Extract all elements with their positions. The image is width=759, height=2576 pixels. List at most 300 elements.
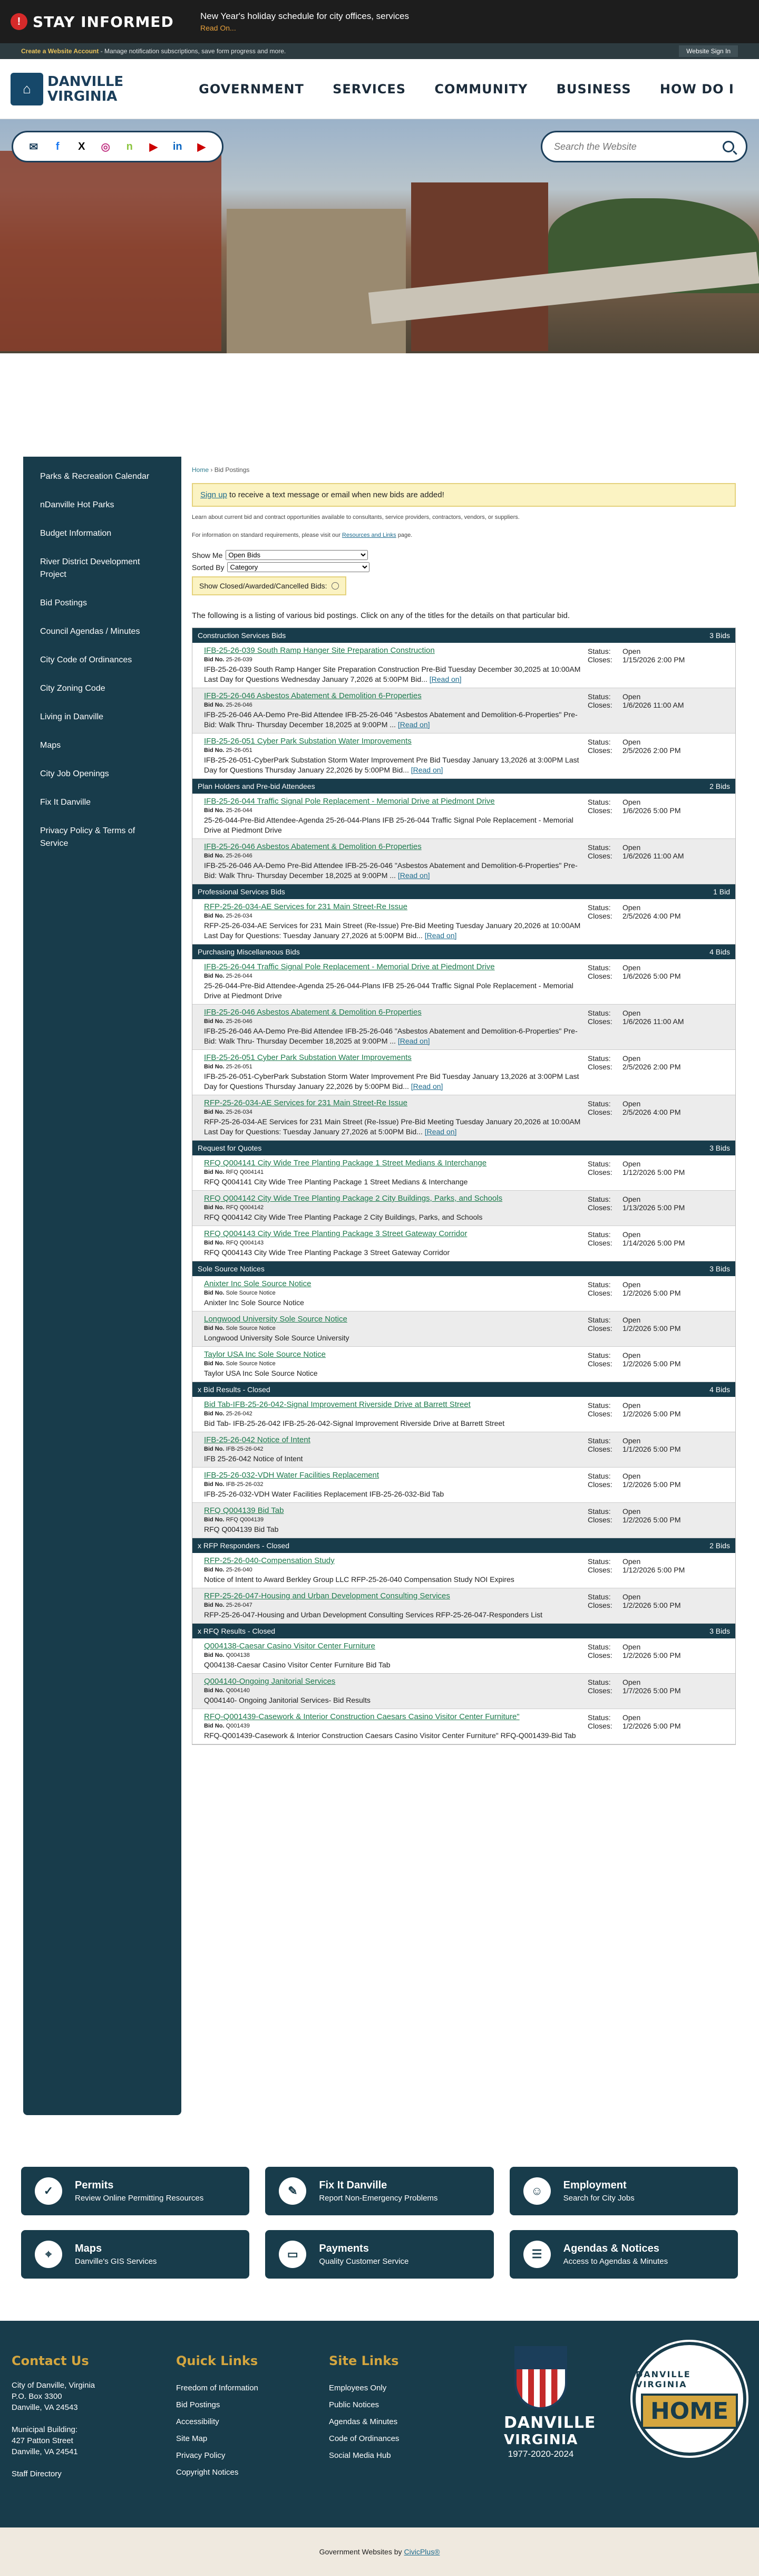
sidebar-item-fix-it[interactable]: Fix It Danville (40, 798, 91, 807)
bid-title-link[interactable]: IFB-25-26-044 Traffic Signal Pole Replacement - Memorial Drive at Piedmont Drive (204, 797, 495, 806)
quick-link-agendas-notices[interactable] (510, 2230, 738, 2279)
resources-link[interactable]: Resources and Links (342, 532, 396, 538)
bid-title-link[interactable]: RFQ Q004141 City Wide Tree Planting Package 1 Street Medians & Interchange (204, 1159, 487, 1168)
bid-closes: Closes: 1/2/2026 5:00 PM (588, 1516, 681, 1524)
quick-link-permits[interactable] (21, 2167, 249, 2215)
quick-link-fix-it-danville[interactable] (265, 2167, 493, 2215)
footer-link-code[interactable]: Code of Ordinances (329, 2434, 400, 2443)
bid-description: RFQ-Q001439-Casework & Interior Construction Caesars Casino Visitor Center Furniture" RFQ-Q001439-Bid Tab (204, 1731, 576, 1740)
logo-line2: VIRGINIA (47, 88, 118, 104)
bid-number: Bid No. IFB-25-26-032 (204, 1481, 264, 1488)
show-closed-label: Show Closed/Awarded/Cancelled Bids: (199, 582, 327, 590)
bid-item (192, 1347, 735, 1382)
bid-item (192, 734, 735, 779)
bid-description: RFQ Q004141 City Wide Tree Planting Package 1 Street Medians & Interchange (204, 1178, 468, 1186)
footer-link-bid-postings[interactable]: Bid Postings (176, 2400, 220, 2409)
bid-closes: Closes: 1/6/2026 5:00 PM (588, 972, 681, 980)
bid-closes: Closes: 1/7/2026 5:00 PM (588, 1686, 681, 1695)
bid-description: RFP-25-26-034-AE Services for 231 Main Street (Re-Issue) Pre-Bid Meeting Tuesday January 20,2026 at 10:00AM Last Day for Questions: Tuesday January 27,2026 at 5:00PM Bid... [Read on] (204, 921, 581, 940)
bid-item (192, 1397, 735, 1432)
quick-link-payments[interactable] (265, 2230, 493, 2279)
bid-item (192, 1432, 735, 1468)
sidebar-item-living[interactable]: Living in Danville (40, 712, 104, 721)
quick-link-maps[interactable] (21, 2230, 249, 2279)
breadcrumb-current: Bid Postings (214, 466, 250, 474)
bid-description: 25-26-044-Pre-Bid Attendee-Agenda 25-26-044-Plans IFB 25-26-044 Traffic Signal Pole Replacement - Memorial Drive at Piedmont Drive (204, 816, 573, 834)
bid-closes: Closes: 1/2/2026 5:00 PM (588, 1722, 681, 1730)
bid-description: IFB-25-26-046 AA-Demo Pre-Bid Attendee IFB-25-26-046 "Asbestos Abatement and Demolition-6-Properties" Pre-Bid: Walk Thru- Thursday December 18,2025 at 9:00PM ... [Read on] (204, 861, 578, 880)
quick-link-subtitle: Danville's GIS Services (75, 2257, 157, 2266)
read-on-link[interactable]: [Read on] (424, 931, 457, 940)
bid-status: Status: Open (588, 903, 641, 912)
social-bar (12, 131, 223, 162)
bid-number: Bid No. 25-26-046 (204, 853, 252, 859)
quick-links-grid (0, 2167, 759, 2279)
quick-link-title: Payments (319, 2243, 369, 2254)
nextdoor-icon[interactable]: n (126, 140, 133, 152)
category-header (192, 944, 735, 959)
quick-link-title: Fix It Danville (319, 2179, 387, 2191)
bid-number: Bid No. IFB-25-26-042 (204, 1446, 264, 1452)
bid-title-link[interactable]: IFB-25-26-039 South Ramp Hanger Site Preparation Construction (204, 646, 435, 655)
category-count: 4 Bids (709, 1385, 730, 1394)
category-count: 1 Bid (713, 887, 730, 896)
bid-description: IFB-25-26-051-CyberPark Substation Storm Water Improvement Pre Bid Tuesday January 13,2026 at 3:00PM Last Day for Questions Thursday January 22,2026 by 5:00PM Bid... [Read on] (204, 756, 579, 774)
bid-number: Bid No. 25-26-046 (204, 702, 252, 708)
bid-closes: Closes: 1/15/2026 2:00 PM (588, 655, 685, 664)
quick-link-subtitle: Report Non-Emergency Problems (319, 2194, 438, 2203)
bid-number: Bid No. RFQ Q004141 (204, 1169, 264, 1175)
bid-description: Bid Tab- IFB-25-26-042 IFB-25-26-042-Signal Improvement Riverside Drive at Barrett Street (204, 1419, 505, 1427)
seal2-home: HOME (641, 2394, 738, 2429)
bid-status: Status: Open (588, 647, 641, 655)
bid-item (192, 1588, 735, 1624)
bid-number: Bid No. 25-26-034 (204, 1109, 252, 1115)
facebook-icon[interactable]: f (55, 140, 60, 152)
bid-number: Bid No. RFQ Q004139 (204, 1517, 264, 1523)
bid-status: Status: Open (588, 1280, 641, 1289)
breadcrumb (192, 466, 736, 474)
show-closed-checkbox[interactable] (332, 582, 339, 590)
sidebar-item-maps[interactable]: Maps (40, 741, 61, 750)
bid-status: Status: Open (588, 1557, 641, 1566)
bid-description: IFB-25-26-032-VDH Water Facilities Replacement IFB-25-26-032-Bid Tab (204, 1490, 444, 1498)
bid-item (192, 1005, 735, 1050)
bid-number: Bid No. 25-26-047 (204, 1602, 252, 1608)
alert-banner (0, 0, 759, 43)
civicplus-link[interactable]: CivicPlus® (404, 2548, 440, 2556)
sorted-by-select[interactable] (227, 562, 369, 572)
bid-item (192, 1155, 735, 1191)
bid-status: Status: Open (588, 1099, 641, 1108)
bid-status: Status: Open (588, 1678, 641, 1686)
bid-number: Bid No. 25-26-040 (204, 1567, 252, 1573)
footer-contact-line: City of Danville, Virginia (12, 2381, 95, 2390)
bid-description: IFB-25-26-046 AA-Demo Pre-Bid Attendee IFB-25-26-046 "Asbestos Abatement and Demolition-6-Properties" Pre-Bid: Walk Thru- Thursday December 18,2025 at 9:00PM ... [Read on] (204, 710, 578, 729)
bid-description: RFQ Q004142 City Wide Tree Planting Package 2 City Buildings, Parks, and Schools (204, 1213, 483, 1221)
hero-building (411, 182, 548, 351)
bid-title-link[interactable]: RFP-25-26-034-AE Services for 231 Main Street-Re Issue (204, 1098, 407, 1107)
bid-item (192, 1311, 735, 1347)
category-count: 3 Bids (709, 1265, 730, 1273)
bid-closes: Closes: 1/2/2026 5:00 PM (588, 1651, 681, 1660)
sidebar-item-privacy[interactable]: Privacy Policy & Terms of Service (40, 826, 135, 848)
sorted-by-label: Sorted By (192, 563, 225, 572)
bid-item (192, 1553, 735, 1588)
sidebar (23, 457, 181, 2115)
intro-text: The following is a listing of various bid postings. Click on any of the titles for the details on that particular bid. (192, 611, 570, 620)
bid-closes: Closes: 1/12/2026 5:00 PM (588, 1168, 685, 1176)
bid-title-link[interactable]: Q004140-Ongoing Janitorial Services (204, 1677, 336, 1686)
bid-status: Status: Open (588, 738, 641, 746)
create-account-link[interactable]: Create a Website Account (21, 47, 99, 55)
bid-title-link[interactable]: IFB-25-26-042 Notice of Intent (204, 1435, 310, 1444)
category-header (192, 1141, 735, 1155)
quick-link-subtitle: Review Online Permitting Resources (75, 2194, 204, 2203)
shield-icon (514, 2346, 567, 2409)
bid-description: IFB-25-26-039 South Ramp Hanger Site Preparation Construction Pre-Bid Tuesday December 30,2025 at 10:00AM Last Day for Questions Wednesday January 7,2026 at 5:00PM Bid... [Read on] (204, 665, 581, 683)
bid-number: Bid No. Sole Source Notice (204, 1290, 276, 1296)
quick-link-icon: ✓ (35, 2177, 62, 2205)
nav-government[interactable]: GOVERNMENT (199, 81, 304, 97)
bid-status: Status: Open (588, 1472, 641, 1480)
bid-closes: Closes: 1/1/2026 5:00 PM (588, 1445, 681, 1453)
nav-how-do-i[interactable]: HOW DO I (659, 81, 734, 97)
bid-closes: Closes: 1/6/2026 11:00 AM (588, 701, 684, 709)
bid-status: Status: Open (588, 843, 641, 852)
bid-status: Status: Open (588, 1593, 641, 1601)
bid-item (192, 643, 735, 688)
bid-item (192, 794, 735, 839)
sidebar-item-river-district[interactable]: River District Development Project (40, 557, 140, 579)
read-on-link[interactable]: [Read on] (397, 720, 430, 729)
category-count: 3 Bids (709, 631, 730, 640)
category-name: Plan Holders and Pre-bid Attendees (198, 782, 315, 790)
alert-read-on-link[interactable]: Read On... (200, 24, 236, 32)
bid-item (192, 1050, 735, 1095)
bid-number: Bid No. 25-26-046 (204, 1018, 252, 1025)
sidebar-item-budget[interactable]: Budget Information (40, 529, 112, 538)
bid-item (192, 1095, 735, 1141)
bid-status: Status: Open (588, 1160, 641, 1168)
sign-in-button[interactable]: Website Sign In (679, 45, 738, 57)
bid-closes: Closes: 1/6/2026 5:00 PM (588, 806, 681, 815)
bid-description: Q004138-Caesar Casino Visitor Center Furniture Bid Tab (204, 1661, 391, 1669)
signup-notice (192, 483, 736, 507)
hero-building (227, 209, 406, 353)
signup-link[interactable]: Sign up (200, 490, 227, 499)
bid-closes: Closes: 1/13/2026 5:00 PM (588, 1203, 685, 1212)
category-count: 2 Bids (709, 1541, 730, 1550)
bid-description: RFQ Q004139 Bid Tab (204, 1525, 279, 1533)
bid-closes: Closes: 1/14/2026 5:00 PM (588, 1239, 685, 1247)
quick-link-title: Employment (563, 2179, 627, 2191)
hero-image (0, 119, 759, 353)
bid-closes: Closes: 2/5/2026 4:00 PM (588, 1108, 681, 1116)
alert-message: New Year's holiday schedule for city offices, services (200, 11, 410, 21)
all-america-city-seal (504, 2346, 596, 2459)
read-on-link[interactable]: [Read on] (397, 1037, 430, 1045)
bid-status: Status: Open (588, 1054, 641, 1063)
bid-description: IFB 25-26-042 Notice of Intent (204, 1454, 303, 1463)
bid-status: Status: Open (588, 692, 641, 701)
bid-title-link[interactable]: Anixter Inc Sole Source Notice (204, 1279, 312, 1288)
footer-muni-line: Danville, VA 24541 (12, 2447, 78, 2456)
filters (192, 550, 736, 595)
bid-number: Bid No. 25-26-044 (204, 807, 252, 814)
bid-status: Status: Open (588, 1401, 641, 1410)
category-name: Construction Services Bids (198, 631, 286, 640)
quick-link-icon: ☰ (523, 2241, 551, 2268)
bid-item (192, 1638, 735, 1674)
bid-closes: Closes: 1/2/2026 5:00 PM (588, 1324, 681, 1333)
bid-description: IFB-25-26-046 AA-Demo Pre-Bid Attendee IFB-25-26-046 "Asbestos Abatement and Demolition-6-Properties" Pre-Bid: Walk Thru- Thursday December 18,2025 at 9:00PM ... [Read on] (204, 1027, 578, 1045)
category-name: Purchasing Miscellaneous Bids (198, 948, 300, 956)
sidebar-item-parks-calendar[interactable]: Parks & Recreation Calendar (40, 472, 150, 481)
hero-building (0, 151, 221, 351)
bid-closes: Closes: 1/2/2026 5:00 PM (588, 1359, 681, 1368)
footer-link-copyright[interactable]: Copyright Notices (176, 2468, 239, 2477)
read-on-link[interactable]: [Read on] (424, 1127, 457, 1136)
bid-closes: Closes: 1/6/2026 11:00 AM (588, 1017, 684, 1026)
bid-status: Status: Open (588, 1351, 641, 1359)
footer-link-site-map[interactable]: Site Map (176, 2434, 208, 2443)
sidebar-item-zoning-code[interactable]: City Zoning Code (40, 684, 105, 693)
seal-years: 1977-2020-2024 (508, 2449, 574, 2459)
quick-link-subtitle: Quality Customer Service (319, 2257, 409, 2266)
bid-title-link[interactable]: IFB-25-26-032-VDH Water Facilities Replacement (204, 1471, 380, 1480)
bid-title-link[interactable]: RFQ-Q001439-Casework & Interior Construction Caesars Casino Visitor Center Furniture" (204, 1712, 520, 1721)
bid-number: Bid No. 25-26-044 (204, 973, 252, 979)
alert-icon: ! (11, 13, 27, 30)
bid-number: Bid No. Q004140 (204, 1687, 250, 1694)
category-name: x RFP Responders - Closed (198, 1541, 290, 1550)
bid-closes: Closes: 1/6/2026 11:00 AM (588, 852, 684, 860)
bid-item (192, 959, 735, 1005)
sidebar-item-code-ordinances[interactable]: City Code of Ordinances (40, 655, 132, 664)
footer-link-accessibility[interactable]: Accessibility (176, 2417, 219, 2426)
read-on-link[interactable]: [Read on] (397, 871, 430, 880)
quick-link-employment[interactable] (510, 2167, 738, 2215)
show-me-select[interactable] (226, 550, 368, 560)
bid-number: Bid No. 25-26-051 (204, 1064, 252, 1070)
category-name: Request for Quotes (198, 1144, 262, 1152)
main-nav (184, 82, 748, 97)
seal-name: DANVILLE (504, 2414, 596, 2432)
sidebar-item-council-agendas[interactable]: Council Agendas / Minutes (40, 627, 140, 636)
bid-status: Status: Open (588, 1436, 641, 1445)
footer-site-title: Site Links (329, 2353, 399, 2368)
bid-title-link[interactable]: IFB-25-26-046 Asbestos Abatement & Demolition 6-Properties (204, 1008, 422, 1017)
seal-state: VIRGINIA (504, 2432, 578, 2448)
notification-bar (0, 43, 759, 59)
bid-title-link[interactable]: RFP-25-26-034-AE Services for 231 Main Street-Re Issue (204, 902, 407, 911)
bid-description: RFP-25-26-047-Housing and Urban Development Consulting Services RFP-25-26-047-Responders List (204, 1610, 542, 1619)
youtube-icon[interactable]: ▶ (197, 141, 206, 153)
logo-line1: DANVILLE (47, 73, 124, 90)
bid-item (192, 1503, 735, 1538)
bid-number: Bid No. Q004138 (204, 1652, 250, 1658)
staff-directory-link[interactable]: Staff Directory (12, 2469, 62, 2478)
bid-title-link[interactable]: RFQ Q004143 City Wide Tree Planting Package 3 Street Gateway Corridor (204, 1229, 468, 1238)
footer-contact-title: Contact Us (12, 2353, 89, 2368)
sidebar-item-bid-postings[interactable]: Bid Postings (40, 599, 87, 607)
breadcrumb-home[interactable]: Home (192, 466, 209, 474)
footer-link-social[interactable]: Social Media Hub (329, 2451, 391, 2460)
read-on-link[interactable]: [Read on] (411, 1082, 443, 1091)
breadcrumb-separator: › (209, 466, 215, 474)
bid-title-link[interactable]: RFQ Q004142 City Wide Tree Planting Package 2 City Buildings, Parks, and Schools (204, 1194, 503, 1203)
nav-services[interactable]: SERVICES (333, 81, 406, 97)
bid-number: Bid No. 25-26-051 (204, 747, 252, 754)
bid-title-link[interactable]: RFP-25-26-040-Compensation Study (204, 1556, 335, 1565)
bid-title-link[interactable]: Taylor USA Inc Sole Source Notice (204, 1350, 326, 1359)
bid-item (192, 1191, 735, 1226)
category-header (192, 779, 735, 794)
bid-description: IFB-25-26-051-CyberPark Substation Storm Water Improvement Pre Bid Tuesday January 13,2026 at 3:00PM Last Day for Questions Thursday January 22,2026 by 5:00PM Bid... [Read on] (204, 1072, 579, 1091)
category-name: x Bid Results - Closed (198, 1385, 270, 1394)
bid-status: Status: Open (588, 1230, 641, 1239)
read-on-link[interactable]: [Read on] (411, 766, 443, 774)
bid-closes: Closes: 2/5/2026 2:00 PM (588, 746, 681, 755)
danville-home-seal (632, 2342, 746, 2456)
footer-muni-line: Municipal Building: (12, 2425, 78, 2434)
footer-contact-line: Danville, VA 24543 (12, 2403, 78, 2412)
bid-description: Taylor USA Inc Sole Source Notice (204, 1369, 318, 1377)
search-icon[interactable] (723, 141, 734, 152)
alert-title: STAY INFORMED (33, 13, 174, 31)
bid-number: Bid No. Sole Source Notice (204, 1325, 276, 1332)
sidebar-item-jobs[interactable]: City Job Openings (40, 769, 109, 778)
quick-link-icon: ⌖ (35, 2241, 62, 2268)
bid-number: Bid No. RFQ Q004143 (204, 1240, 264, 1246)
bid-status: Status: Open (588, 1507, 641, 1516)
footer-contact-line: P.O. Box 3300 (12, 2392, 62, 2401)
bid-number: Bid No. 25-26-042 (204, 1411, 252, 1417)
quick-link-subtitle: Access to Agendas & Minutes (563, 2257, 668, 2266)
bid-number: Bid No. Q001439 (204, 1723, 250, 1729)
footer-link-agendas[interactable]: Agendas & Minutes (329, 2417, 398, 2426)
sidebar-item-hot-parks[interactable]: nDanville Hot Parks (40, 500, 114, 509)
bid-number: Bid No. Sole Source Notice (204, 1361, 276, 1367)
footer-quick-title: Quick Links (176, 2353, 258, 2368)
linkedin-icon[interactable]: in (172, 140, 182, 152)
bid-closes: Closes: 1/2/2026 5:00 PM (588, 1410, 681, 1418)
bid-title-link[interactable]: IFB-25-26-051 Cyber Park Substation Water Improvements (204, 1053, 412, 1062)
category-count: 2 Bids (709, 782, 730, 790)
bottom-bar (0, 2527, 759, 2576)
x-icon[interactable]: X (78, 140, 85, 152)
bid-item (192, 839, 735, 884)
bid-item (192, 1226, 735, 1261)
bid-closes: Closes: 2/5/2026 4:00 PM (588, 912, 681, 920)
content (192, 457, 736, 2115)
bid-description: Notice of Intent to Award Berkley Group LLC RFP-25-26-040 Compensation Study NOI Expires (204, 1575, 514, 1584)
quick-link-title: Permits (75, 2179, 114, 2191)
site-header (0, 59, 759, 119)
nav-community[interactable]: COMMUNITY (434, 81, 528, 97)
bid-item (192, 1468, 735, 1503)
quick-link-title: Agendas & Notices (563, 2243, 659, 2254)
category-header (192, 884, 735, 899)
bid-item (192, 1276, 735, 1311)
category-name: x RFQ Results - Closed (198, 1627, 276, 1635)
youtube-icon[interactable]: ▶ (149, 141, 158, 153)
bid-item (192, 1709, 735, 1744)
alert-badge (11, 13, 200, 31)
bid-item (192, 1674, 735, 1709)
quick-link-icon: ☺ (523, 2177, 551, 2205)
bid-status: Status: Open (588, 1643, 641, 1651)
bid-description: Q004140- Ongoing Janitorial Services- Bid Results (204, 1696, 371, 1704)
bid-listing (192, 628, 736, 1745)
category-count: 3 Bids (709, 1627, 730, 1635)
category-count: 3 Bids (709, 1144, 730, 1152)
category-header (192, 628, 735, 643)
resources-text: For information on standard requirements, please visit our Resources and Links page. (192, 532, 413, 538)
bid-description: 25-26-044-Pre-Bid Attendee-Agenda 25-26-044-Plans IFB 25-26-044 Traffic Signal Pole Replacement - Memorial Drive at Piedmont Drive (204, 981, 573, 1000)
bid-title-link[interactable]: IFB-25-26-051 Cyber Park Substation Water Improvements (204, 737, 412, 746)
bid-title-link[interactable]: Bid Tab-IFB-25-26-042-Signal Improvement Riverside Drive at Barrett Street (204, 1400, 471, 1409)
bid-title-link[interactable]: Q004138-Caesar Casino Visitor Center Furniture (204, 1642, 375, 1651)
footer-muni-line: 427 Patton Street (12, 2436, 73, 2445)
category-name: Professional Services Bids (198, 887, 285, 896)
bid-status: Status: Open (588, 1195, 641, 1203)
quick-link-icon: ▭ (279, 2241, 306, 2268)
bid-closes: Closes: 1/2/2026 5:00 PM (588, 1480, 681, 1489)
show-closed-toggle[interactable] (192, 576, 346, 595)
category-header (192, 1538, 735, 1553)
footer-link-privacy[interactable]: Privacy Policy (176, 2451, 226, 2460)
footer-link-employees[interactable]: Employees Only (329, 2384, 387, 2392)
quick-link-subtitle: Search for City Jobs (563, 2194, 635, 2203)
bid-title-link[interactable]: RFQ Q004139 Bid Tab (204, 1506, 284, 1515)
signup-text: to receive a text message or email when new bids are added! (227, 490, 444, 499)
bid-title-link[interactable]: IFB-25-26-046 Asbestos Abatement & Demolition 6-Properties (204, 842, 422, 851)
search-box (541, 131, 747, 162)
search-input[interactable] (554, 141, 712, 152)
bid-title-link[interactable]: Longwood University Sole Source Notice (204, 1315, 347, 1324)
bid-title-link[interactable]: IFB-25-26-044 Traffic Signal Pole Replacement - Memorial Drive at Piedmont Drive (204, 962, 495, 971)
bid-description: Longwood University Sole Source University (204, 1334, 349, 1342)
quick-link-icon: ✎ (279, 2177, 306, 2205)
bid-status: Status: Open (588, 798, 641, 806)
site-footer (0, 2321, 759, 2527)
notify-text: - Manage notification subscriptions, save form progress and more. (99, 47, 286, 55)
show-me-label: Show Me (192, 551, 223, 559)
bid-number: Bid No. 25-26-039 (204, 657, 252, 663)
category-name: Sole Source Notices (198, 1265, 265, 1273)
footer-link-public-notices[interactable]: Public Notices (329, 2400, 380, 2409)
instagram-icon[interactable]: ◎ (101, 141, 110, 153)
bid-status: Status: Open (588, 1316, 641, 1324)
seal2-top: DANVILLE VIRGINIA (636, 2369, 691, 2389)
bid-description: Anixter Inc Sole Source Notice (204, 1298, 304, 1307)
footer-link-foi[interactable]: Freedom of Information (176, 2384, 258, 2392)
nav-business[interactable]: BUSINESS (556, 81, 631, 97)
quick-link-title: Maps (75, 2243, 102, 2254)
bid-closes: Closes: 2/5/2026 2:00 PM (588, 1063, 681, 1071)
bid-title-link[interactable]: IFB-25-26-046 Asbestos Abatement & Demolition 6-Properties (204, 691, 422, 700)
read-on-link[interactable]: [Read on] (429, 675, 462, 683)
bid-description: RFP-25-26-034-AE Services for 231 Main Street (Re-Issue) Pre-Bid Meeting Tuesday January 20,2026 at 10:00AM Last Day for Questions: Tuesday January 27,2026 at 5:00PM Bid... [Read on] (204, 1117, 581, 1136)
bid-status: Status: Open (588, 963, 641, 972)
main-area (0, 457, 759, 2115)
email-icon[interactable]: ✉ (29, 141, 38, 153)
site-logo[interactable] (11, 73, 184, 105)
bid-closes: Closes: 1/12/2026 5:00 PM (588, 1566, 685, 1574)
bid-title-link[interactable]: RFP-25-26-047-Housing and Urban Development Consulting Services (204, 1591, 450, 1600)
